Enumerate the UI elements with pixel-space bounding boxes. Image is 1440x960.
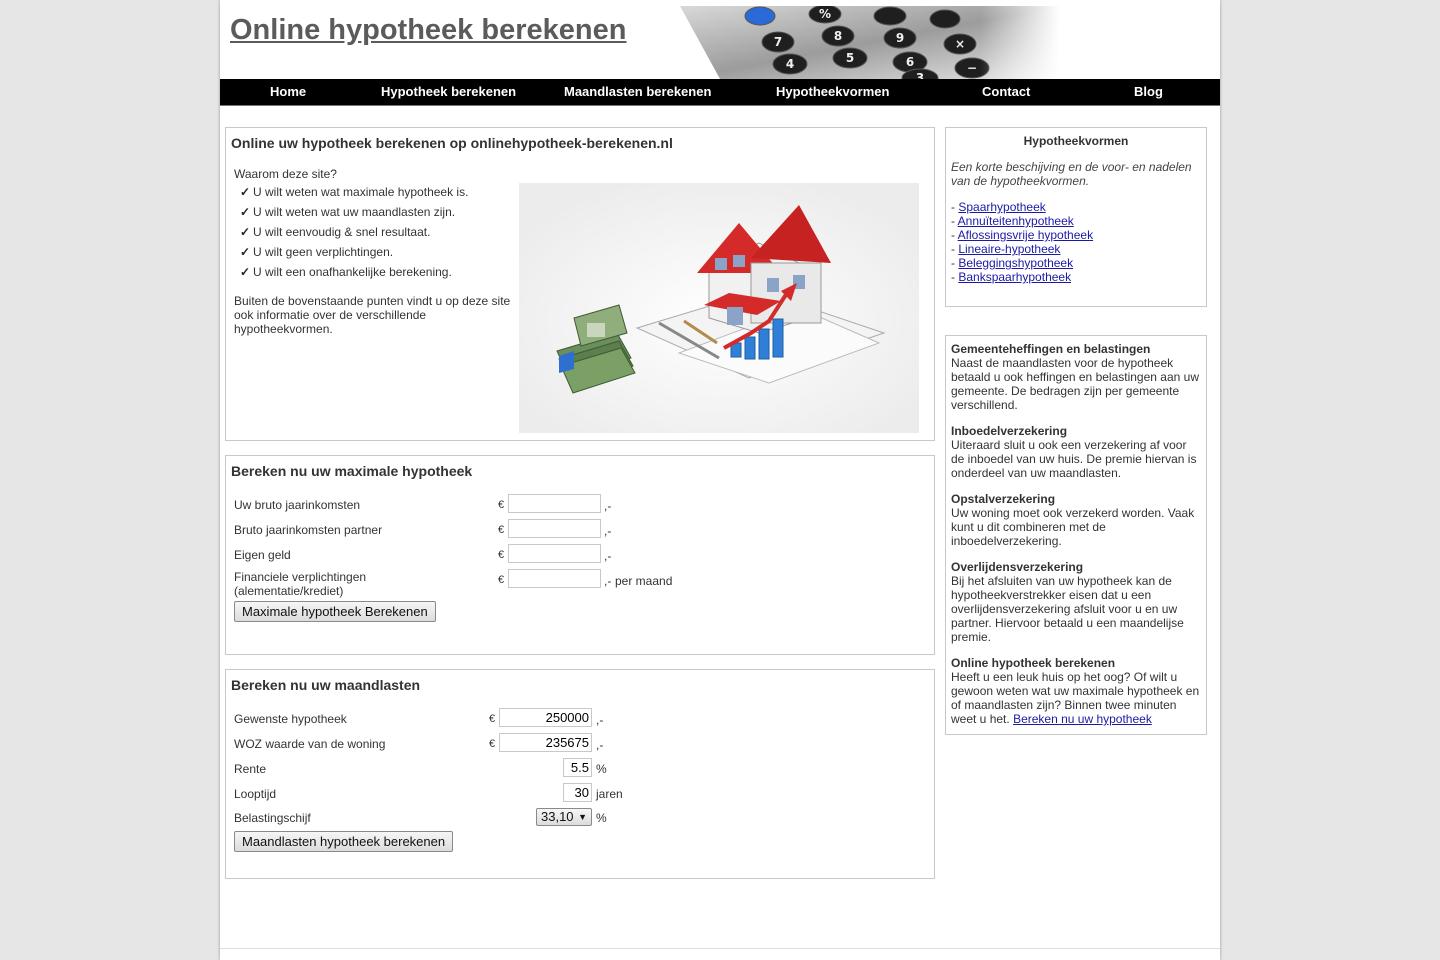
info-sections — [951, 342, 1203, 738]
mortgage-types-list — [951, 200, 1093, 284]
reason-item: U wilt een onafhankelijke berekening. — [253, 265, 452, 279]
tax-bracket-select[interactable] — [536, 808, 592, 826]
info-text-with-link — [951, 670, 1203, 726]
link-lineaire-hypotheek[interactable]: Lineaire-hypotheek — [958, 242, 1061, 256]
nav-maandlasten-berekenen[interactable]: Maandlasten berekenen — [564, 84, 712, 99]
nav-hypotheekvormen[interactable]: Hypotheekvormen — [776, 84, 890, 99]
info-panel — [945, 335, 1207, 735]
euro-sign: € — [489, 738, 496, 750]
site-title-link[interactable]: Online hypotheek berekenen — [230, 14, 627, 46]
nav-hypotheek-berekenen[interactable]: Hypotheek berekenen — [381, 84, 517, 99]
bullet: - — [951, 228, 958, 242]
info-text: Uw woning moet ook verzekerd worden. Vaak kunt u dit combineren met de inboedelverzekering. — [951, 506, 1195, 548]
rate-unit: % — [596, 762, 607, 776]
nav-home[interactable]: Home — [270, 84, 307, 99]
reason-item: U wilt geen verplichtingen. — [253, 245, 394, 259]
check-icon: ✓ — [240, 225, 251, 239]
mortgage-types-desc: Een korte beschijving en de voor- en nadelen van de hypotheekvormen. — [951, 160, 1192, 188]
suffix: ,- — [604, 549, 612, 563]
monthly-costs-title: Bereken nu uw maandlasten — [231, 677, 421, 693]
suffix: ,- — [604, 574, 612, 588]
header — [220, 0, 1220, 79]
intro-title: Online uw hypotheek berekenen op onlinehypotheek-berekenen.nl — [231, 135, 673, 151]
partner-income-input[interactable] — [508, 519, 601, 538]
page — [220, 0, 1220, 960]
euro-sign: € — [489, 713, 496, 725]
reason-item: U wilt eenvoudig & snel resultaat. — [253, 225, 431, 239]
income-label: Uw bruto jaarinkomsten — [234, 498, 361, 512]
euro-sign: € — [498, 574, 505, 586]
euro-sign: € — [498, 549, 505, 561]
tax-bracket-label: Belastingschijf — [234, 811, 311, 825]
link-aflossingsvrije-hypotheek[interactable]: Aflossingsvrije hypotheek — [957, 228, 1094, 242]
link-spaarhypotheek[interactable]: Spaarhypotheek — [958, 200, 1046, 214]
calculate-max-mortgage-button[interactable]: Maximale hypotheek Berekenen — [234, 601, 436, 622]
max-mortgage-panel — [225, 455, 935, 655]
woz-input[interactable] — [499, 733, 592, 752]
reason-item: U wilt weten wat uw maandlasten zijn. — [253, 205, 456, 219]
mortgage-label: Gewenste hypotheek — [234, 712, 347, 726]
partner-income-label: Bruto jaarinkomsten partner — [234, 523, 383, 537]
list-item — [951, 228, 1093, 242]
obligations-input[interactable] — [508, 569, 601, 588]
per-month-label: per maand — [615, 574, 673, 588]
suffix: ,- — [604, 524, 612, 538]
bullet: - — [951, 242, 959, 256]
calculate-mortgage-link[interactable]: Bereken nu uw hypotheek — [1013, 712, 1152, 726]
check-icon: ✓ — [240, 245, 251, 259]
rate-label: Rente — [234, 762, 267, 776]
info-text: Bij het afsluiten van uw hypotheek kan de hypotheekverstrekker eisen dat u een overlijdensverzekering afsluit voor u en uw partner. Hiervoor betaald u een maandelijse premie. — [951, 574, 1184, 644]
why-heading: Waarom deze site? — [234, 167, 337, 181]
nav-blog[interactable]: Blog — [1134, 84, 1163, 99]
suffix: ,- — [604, 499, 612, 513]
check-icon: ✓ — [240, 205, 251, 219]
max-mortgage-title: Bereken nu uw maximale hypotheek — [231, 463, 473, 479]
list-item — [951, 270, 1093, 284]
main-nav — [220, 79, 1220, 106]
info-text: Uiteraard sluit u ook een verzekering af voor de inboedel van uw huis. De premie hiervan is onderdeel van uw maandlasten. — [951, 438, 1197, 480]
own-money-label: Eigen geld — [234, 548, 291, 562]
house-illustration — [519, 183, 919, 433]
list-item — [951, 214, 1093, 228]
check-icon: ✓ — [240, 185, 251, 199]
dropdown-arrow-icon: ▼ — [578, 812, 587, 822]
link-beleggingshypotheek[interactable]: Beleggingshypotheek — [958, 256, 1074, 270]
tax-unit: % — [596, 811, 607, 825]
calculate-monthly-costs-button[interactable]: Maandlasten hypotheek berekenen — [234, 831, 453, 852]
reason-item: U wilt weten wat maximale hypotheek is. — [253, 185, 469, 199]
term-input[interactable] — [563, 783, 592, 802]
suffix: ,- — [596, 738, 604, 752]
rate-input[interactable] — [563, 758, 592, 777]
income-input[interactable] — [508, 494, 601, 513]
info-heading: Gemeenteheffingen en belastingen — [951, 342, 1151, 356]
list-item — [951, 242, 1093, 256]
footer-divider — [220, 948, 1220, 949]
mortgage-types-panel — [945, 127, 1207, 307]
intro-outro: Buiten de bovenstaande punten vindt u op deze site ook informatie over de verschillende hypotheekvormen. — [234, 294, 511, 336]
link-bankspaarhypotheek[interactable]: Bankspaarhypotheek — [958, 270, 1072, 284]
info-text: Heeft u een leuk huis op het oog? Of wilt u gewoon weten wat uw maximale hypotheek en of maandlasten zijn? Binnen twee minuten weet u het. — [951, 670, 1200, 726]
check-icon: ✓ — [240, 265, 251, 279]
tax-bracket-value: 33,10 — [541, 809, 574, 824]
nav-contact[interactable]: Contact — [982, 84, 1031, 99]
euro-sign: € — [498, 524, 505, 536]
euro-sign: € — [498, 499, 505, 511]
bullet: - — [951, 214, 958, 228]
info-heading: Opstalverzekering — [951, 492, 1056, 506]
info-heading: Overlijdensverzekering — [951, 560, 1084, 574]
link-annuiteitenhypotheek[interactable]: Annuïteitenhypotheek — [957, 214, 1074, 228]
list-item — [951, 256, 1093, 270]
own-money-input[interactable] — [508, 544, 601, 563]
term-unit: jaren — [596, 787, 623, 801]
mortgage-types-title: Hypotheekvormen — [1023, 134, 1129, 148]
bullet: - — [951, 270, 959, 284]
info-heading: Online hypotheek berekenen — [951, 656, 1116, 670]
info-text: Naast de maandlasten voor de hypotheek betaald u ook heffingen en belastingen aan uw gemeente. De bedragen zijn per gemeente verschillend. — [951, 356, 1199, 412]
monthly-costs-panel — [225, 669, 935, 879]
bullet: - — [951, 256, 959, 270]
bullet: - — [951, 200, 959, 214]
term-label: Looptijd — [234, 787, 277, 801]
intro-panel — [225, 127, 935, 441]
suffix: ,- — [596, 713, 604, 727]
list-item — [951, 200, 1093, 214]
info-heading: Inboedelverzekering — [951, 424, 1068, 438]
mortgage-input[interactable] — [499, 708, 592, 727]
woz-label: WOZ waarde van de woning — [234, 737, 386, 751]
obligations-label: Financiele verplichtingen (alementatie/krediet) — [234, 570, 367, 598]
calculator-image — [660, 6, 1060, 79]
